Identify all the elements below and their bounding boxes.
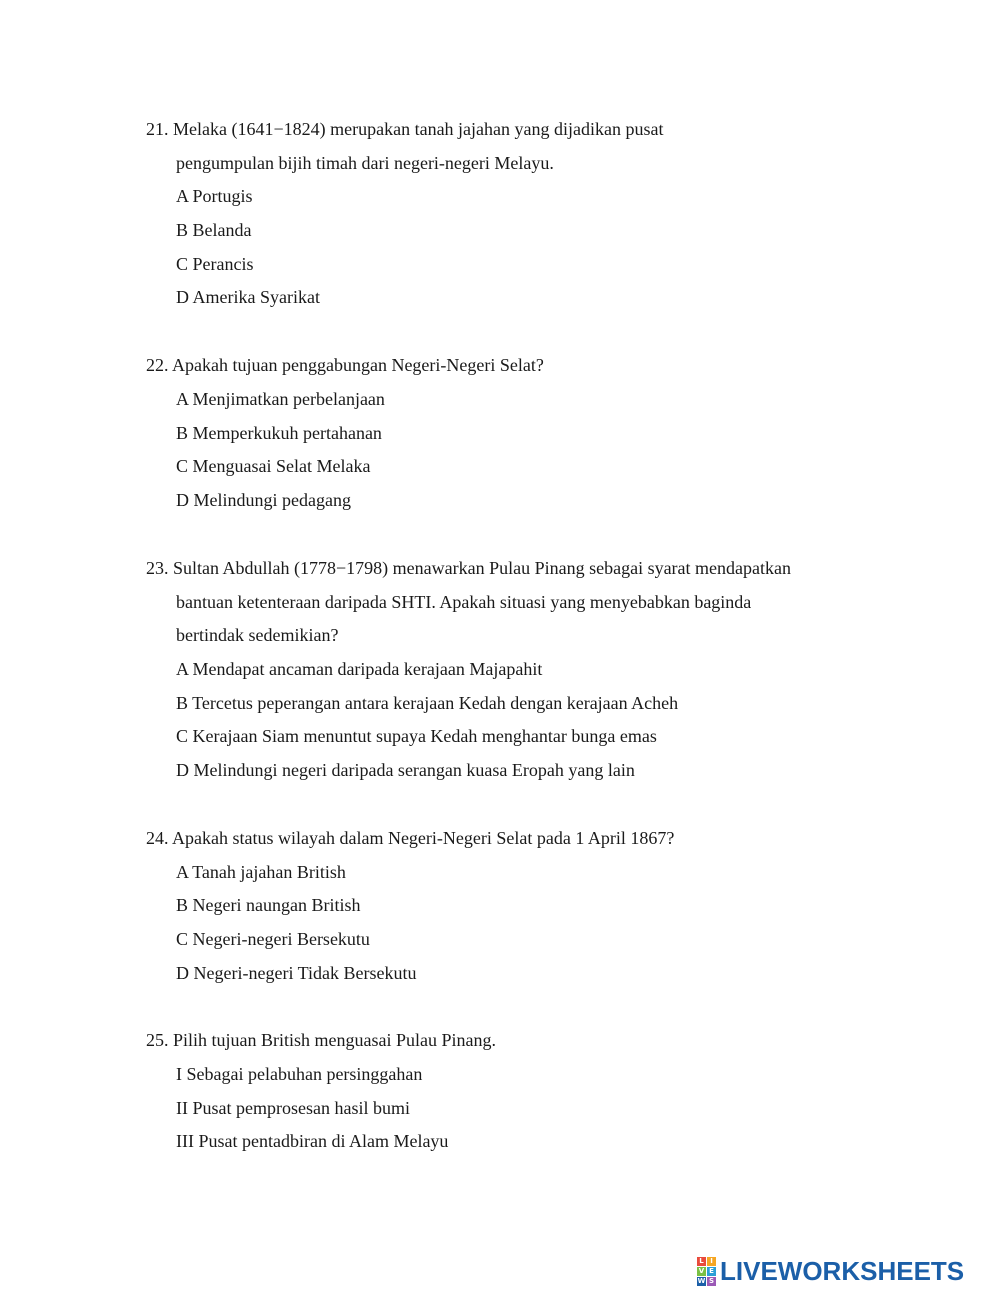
- question-21-option-d[interactable]: D Amerika Syarikat: [176, 287, 320, 307]
- question-21-option-b[interactable]: B Belanda: [176, 220, 252, 240]
- question-21-option-c[interactable]: C Perancis: [176, 254, 254, 274]
- question-24-option-b[interactable]: B Negeri naungan British: [176, 895, 361, 915]
- question-23-text-line-1: 23. Sultan Abdullah (1778−1798) menawarkan Pulau Pinang sebagai syarat mendapatkan: [146, 558, 792, 578]
- question-23-text-line-3: bertindak sedemikian?: [176, 625, 339, 645]
- question-23-option-b[interactable]: B Tercetus peperangan antara kerajaan Kedah dengan kerajaan Acheh: [176, 693, 679, 713]
- question-25-statement-i: I Sebagai pelabuhan persinggahan: [176, 1064, 423, 1084]
- question-21-option-a[interactable]: A Portugis: [176, 186, 253, 206]
- question-22-text-line-1: 22. Apakah tujuan penggabungan Negeri-Negeri Selat?: [146, 355, 544, 375]
- question-23-option-d[interactable]: D Melindungi negeri daripada serangan kuasa Eropah yang lain: [176, 760, 635, 780]
- logo-cell-3: V: [698, 1266, 705, 1275]
- question-22-option-b[interactable]: B Memperkukuh pertahanan: [176, 423, 382, 443]
- logo-cell-4: E: [707, 1267, 716, 1276]
- logo-cell-1: L: [697, 1257, 706, 1266]
- logo-cell-5: W: [697, 1276, 706, 1285]
- question-22-option-c[interactable]: C Menguasai Selat Melaka: [176, 456, 371, 476]
- logo-cell-2: I: [707, 1257, 716, 1266]
- liveworksheets-logo-icon: [697, 1257, 716, 1286]
- liveworksheets-brand: [697, 1255, 964, 1287]
- question-25-statement-iii: III Pusat pentadbiran di Alam Melayu: [176, 1131, 449, 1151]
- question-23-text-line-2: bantuan ketenteraan daripada SHTI. Apakah situasi yang menyebabkan baginda: [176, 592, 752, 612]
- question-22-option-a[interactable]: A Menjimatkan perbelanjaan: [176, 389, 385, 409]
- question-22-option-d[interactable]: D Melindungi pedagang: [176, 490, 351, 510]
- question-25-text-line-1: 25. Pilih tujuan British menguasai Pulau Pinang.: [146, 1030, 496, 1050]
- question-23-option-a[interactable]: A Mendapat ancaman daripada kerajaan Majapahit: [176, 659, 543, 679]
- question-24-option-a[interactable]: A Tanah jajahan British: [176, 862, 346, 882]
- question-24-option-d[interactable]: D Negeri-negeri Tidak Bersekutu: [176, 963, 417, 983]
- question-25-statement-ii: II Pusat pemprosesan hasil bumi: [176, 1098, 410, 1118]
- question-24-option-c[interactable]: C Negeri-negeri Bersekutu: [176, 929, 370, 949]
- question-24-text-line-1: 24. Apakah status wilayah dalam Negeri-Negeri Selat pada 1 April 1867?: [146, 828, 675, 848]
- question-23-option-c[interactable]: C Kerajaan Siam menuntut supaya Kedah menghantar bunga emas: [176, 726, 657, 746]
- question-21-text-line-1: 21. Melaka (1641−1824) merupakan tanah jajahan yang dijadikan pusat: [146, 119, 664, 139]
- logo-cell-6: S: [708, 1276, 715, 1285]
- liveworksheets-wordmark: LIVEWORKSHEETS: [720, 1256, 965, 1286]
- question-21-text-line-2: pengumpulan bijih timah dari negeri-negeri Melayu.: [176, 153, 554, 173]
